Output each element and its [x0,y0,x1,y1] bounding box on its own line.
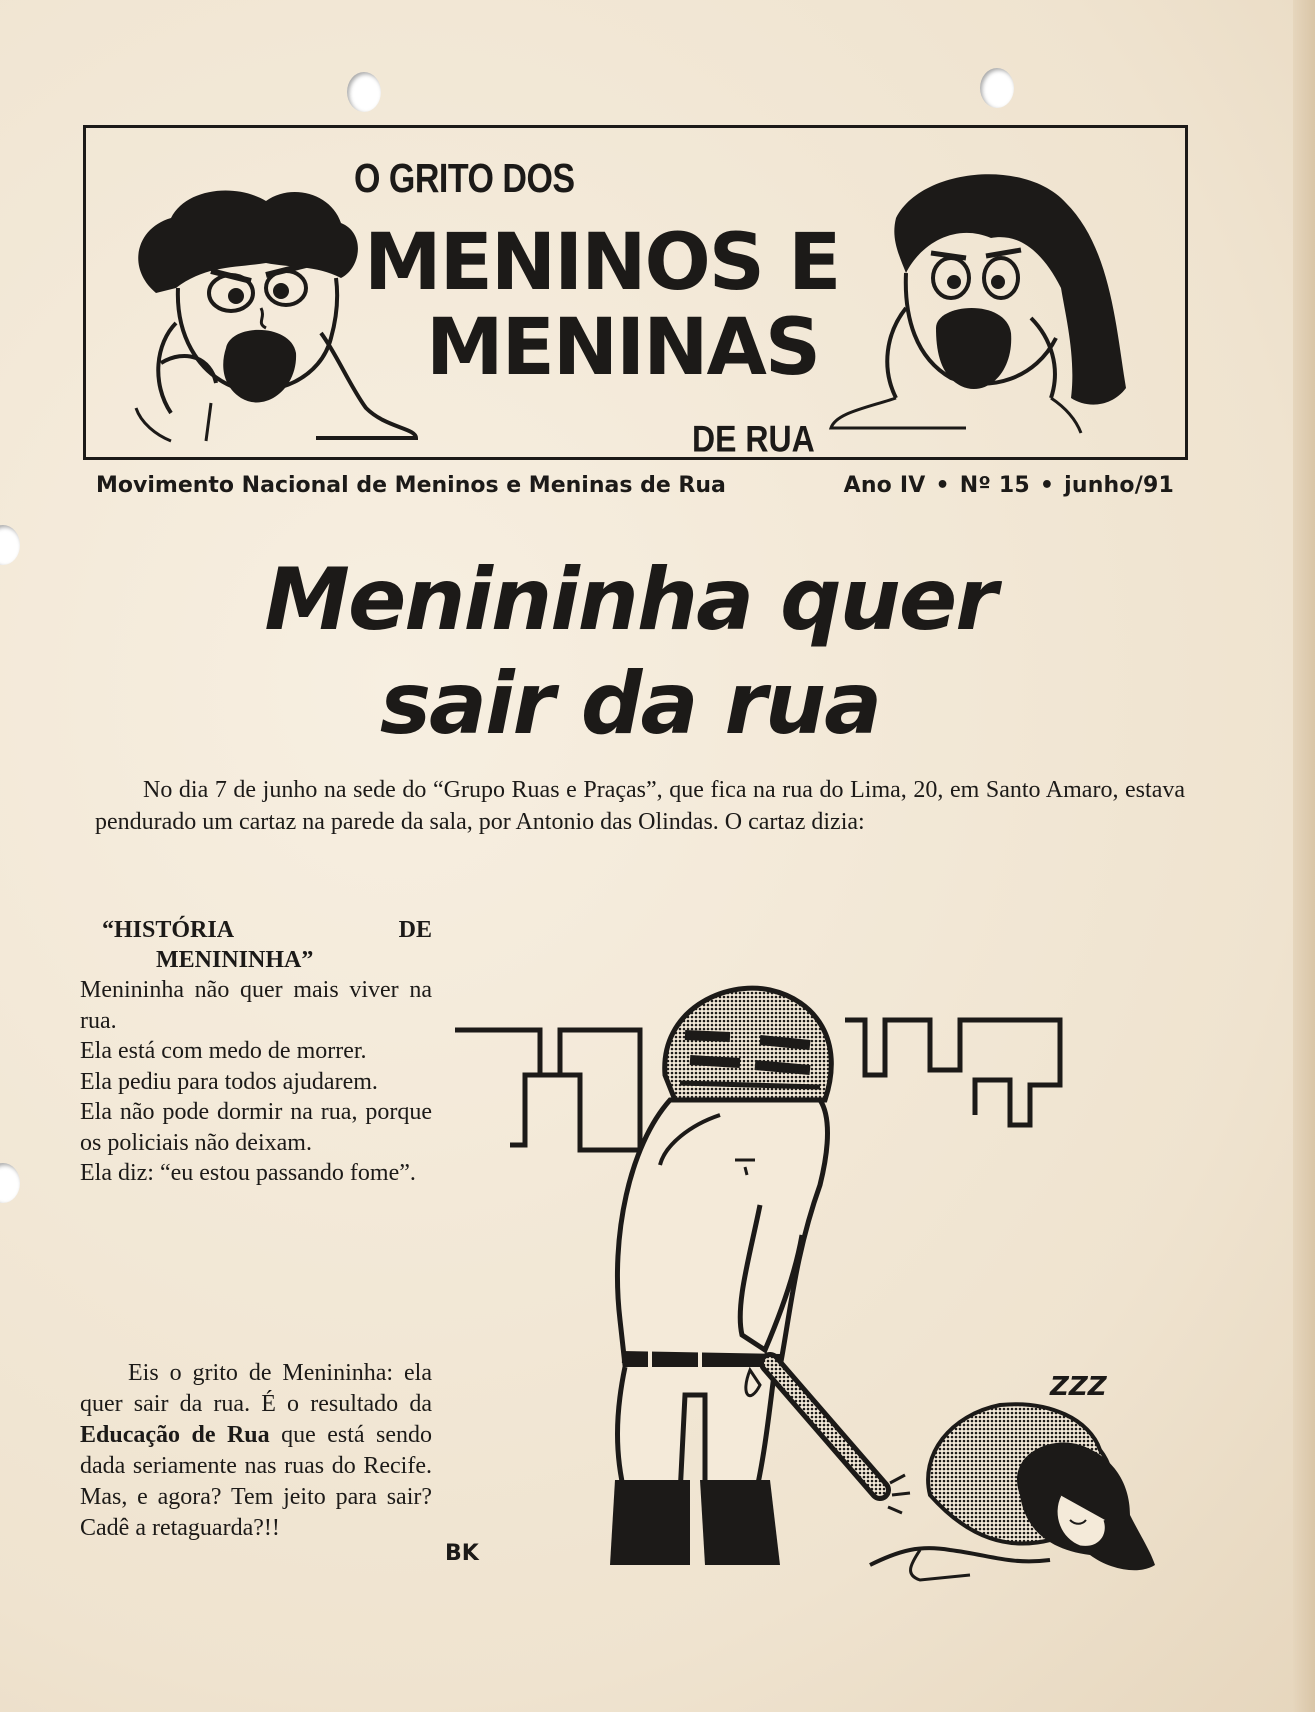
policeman-illustration [445,975,1190,1605]
poem-line: Ela diz: “eu estou passando fome”. [80,1160,416,1186]
poem-title-word1: “HISTÓRIA [102,917,235,943]
closing-text-bold: Educação de Rua [80,1422,270,1448]
headline-line2: sair da rua [379,654,881,754]
masthead-title-line2: MENINAS [426,303,820,393]
organization-name: Movimento Nacional de Meninos e Meninas de Rua [96,473,726,498]
poem-line: Ela pediu para todos ajudarem. [80,1068,378,1095]
poem-line: Menininha não quer mais viver na rua. [80,977,432,1034]
snore-text: ZZZ [1050,1372,1107,1402]
closing-text [80,1358,432,1544]
poem-line: Ela está com medo de morrer. [80,1038,367,1064]
paper-edge [1293,0,1315,1712]
punch-hole-top-left [347,72,381,112]
intro-text: No dia 7 de junho na sede do “Grupo Ruas e Praças”, que fica na rua do Lima, 20, em Santo Amaro, estava pendurado um cartaz na parede da sala, por Antonio das Olindas. O cartaz dizia: [95,777,1185,835]
masthead [83,125,1188,460]
headline-line1: Menininha quer [264,550,996,650]
shouting-boy-drawing [116,173,406,443]
closing-text-part1: Eis o grito de Menininha: ela quer sair da rua. É o resultado da [80,1360,432,1417]
bullet-icon: • [1039,473,1055,498]
intro-paragraph [95,774,1185,838]
closing-paragraph [80,1358,432,1544]
masthead-subline [96,473,1174,498]
poem-title-word2: DE [398,917,432,943]
issue-date: junho/91 [1064,473,1174,498]
closing-text-part2: que está sendo dada seriamente nas ruas do Recife. Mas, e agora? Tem jeito para sair? Cadê a retaguarda?!! [80,1422,432,1541]
masthead-top-line: O GRITO DOS [354,156,575,202]
masthead-title-line1: MENINOS E [364,218,840,308]
poem-line: Ela não pode dormir na rua, porque os policiais não deixam. [80,1099,432,1156]
issue-info [844,473,1174,498]
bullet-icon: • [935,473,950,498]
masthead-bottom-line: DE RUA [692,418,815,460]
issue-year: Ano IV [843,473,926,498]
poem-title-word3: MENININHA” [156,947,314,973]
punch-hole-top-right [980,68,1014,108]
issue-number: Nº 15 [959,473,1030,498]
poem-block [80,915,432,1189]
artist-signature: BK [445,1541,479,1566]
poem-title [80,915,432,975]
headline [0,548,1260,756]
shouting-girl-drawing [826,158,1126,443]
